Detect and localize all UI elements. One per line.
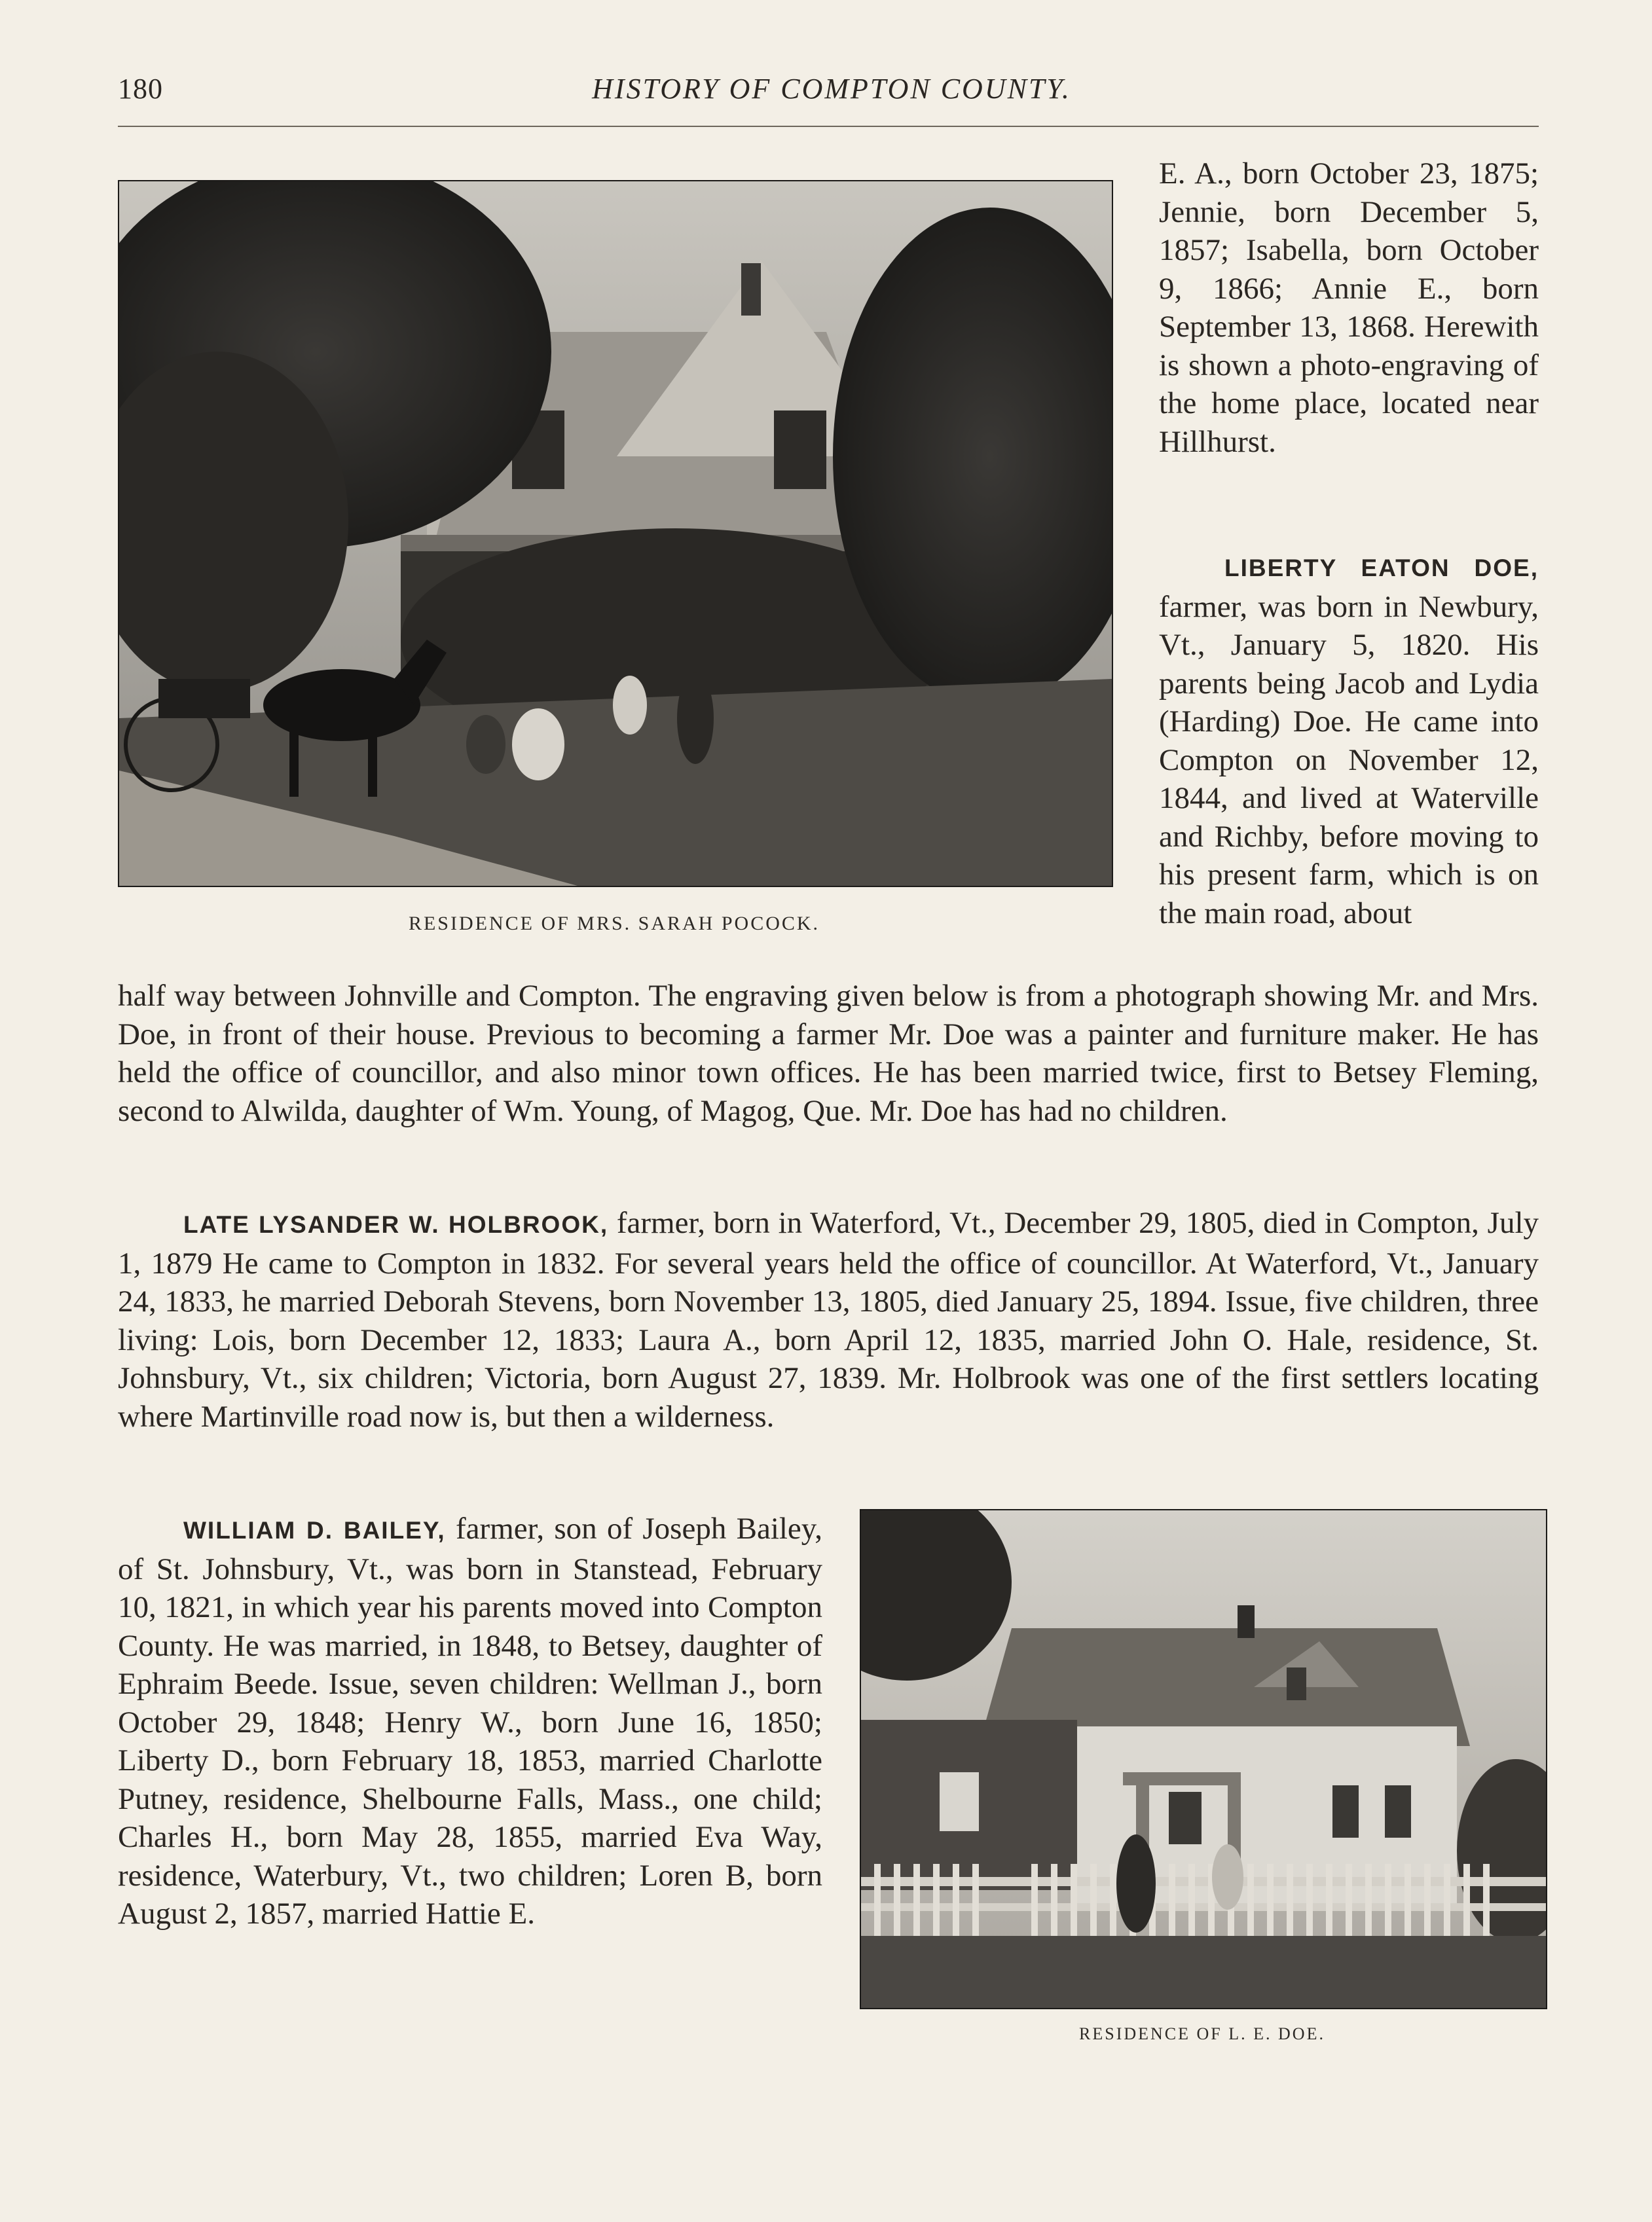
bailey-name: WILLIAM D. BAILEY, [183, 1517, 446, 1544]
photo-residence-pocock [118, 180, 1113, 887]
bailey-text: farmer, son of Joseph Bailey, of St. Johnsbury, Vt., was born in Stanstead, February 10, 1821, in which year his parents moved into Compton County. He was married, in 1848, to Betsey, daughter of Ephraim Beede. Issue, seven children: Wellman J., born October 29, 1848; Henry W., born June 16, 1850; Liberty D., born February 18, 1853, married Charlotte Putney, residence, Shelbourne Falls, Mass., one child; Charles H., born May 28, 1855, married Eva Way, residence, Waterbury, Vt., two children; Loren B, born August 2, 1857, married Hattie E. [118, 1512, 822, 1931]
bailey-paragraph [118, 1510, 822, 1933]
holbrook-name: LATE LYSANDER W. HOLBROOK, [183, 1211, 609, 1238]
doe-text-full: half way between Johnville and Compton. The engraving given below is from a photograph showing Mr. and Mrs. Doe, in front of their house. Previous to becoming a farmer Mr. Doe was a painter and furniture maker. He has held the office of councillor, and also minor town offices. He has been married twice, first to Betsey Fleming, second to Alwilda, daughter of Wm. Young, of Magog, Que. Mr. Doe has had no children. [118, 979, 1539, 1128]
running-head: HISTORY OF COMPTON COUNTY. [592, 73, 1071, 105]
photo-residence-doe [860, 1509, 1547, 2009]
continuation-text: E. A., born October 23, 1875; Jennie, born December 5, 1857; Isabella, born October 9, 1866; Annie E., born September 13, 1868. Herewith is shown a photo-engraving of the home place, located near Hillhurst. [1159, 156, 1539, 459]
caption-doe: RESIDENCE OF L. E. DOE. [1079, 2024, 1325, 2043]
doe-paragraph-full [118, 977, 1539, 1130]
doe-paragraph-column [1159, 547, 1539, 932]
doe-name: LIBERTY EATON DOE, [1224, 555, 1539, 581]
holbrook-text: farmer, born in Waterford, Vt., December 29, 1805, died in Compton, July 1, 1879 He came to Compton in 1832. For several years held the office of councillor. At Waterford, Vt., January 24, 1833, he married Deborah Stevens, born November 13, 1805, died January 25, 1894. Issue, five children, three living: Lois, born December 12, 1833; Laura A., born April 12, 1835, married John O. Hale, residence, St. Johnsbury, Vt., six children; Victoria, born August 27, 1839. Mr. Holbrook was one of the first settlers locating where Martinville road now is, but then a wilderness. [118, 1206, 1539, 1434]
header-rule [118, 126, 1539, 127]
doe-text-column: farmer, was born in Newbury, Vt., January 5, 1820. His parents being Jacob and Lydia (Harding) Doe. He came into Compton on November 12, 1844, and lived at Waterville and Richby, before moving to his present farm, which is on the main road, about [1159, 589, 1539, 930]
continuation-paragraph [1159, 155, 1539, 461]
caption-pocock: RESIDENCE OF MRS. SARAH POCOCK. [408, 913, 820, 934]
holbrook-paragraph [118, 1204, 1539, 1436]
page-number: 180 [118, 73, 163, 105]
photo-pocock-engraving [119, 181, 1112, 886]
photo-doe-engraving [861, 1510, 1546, 2008]
